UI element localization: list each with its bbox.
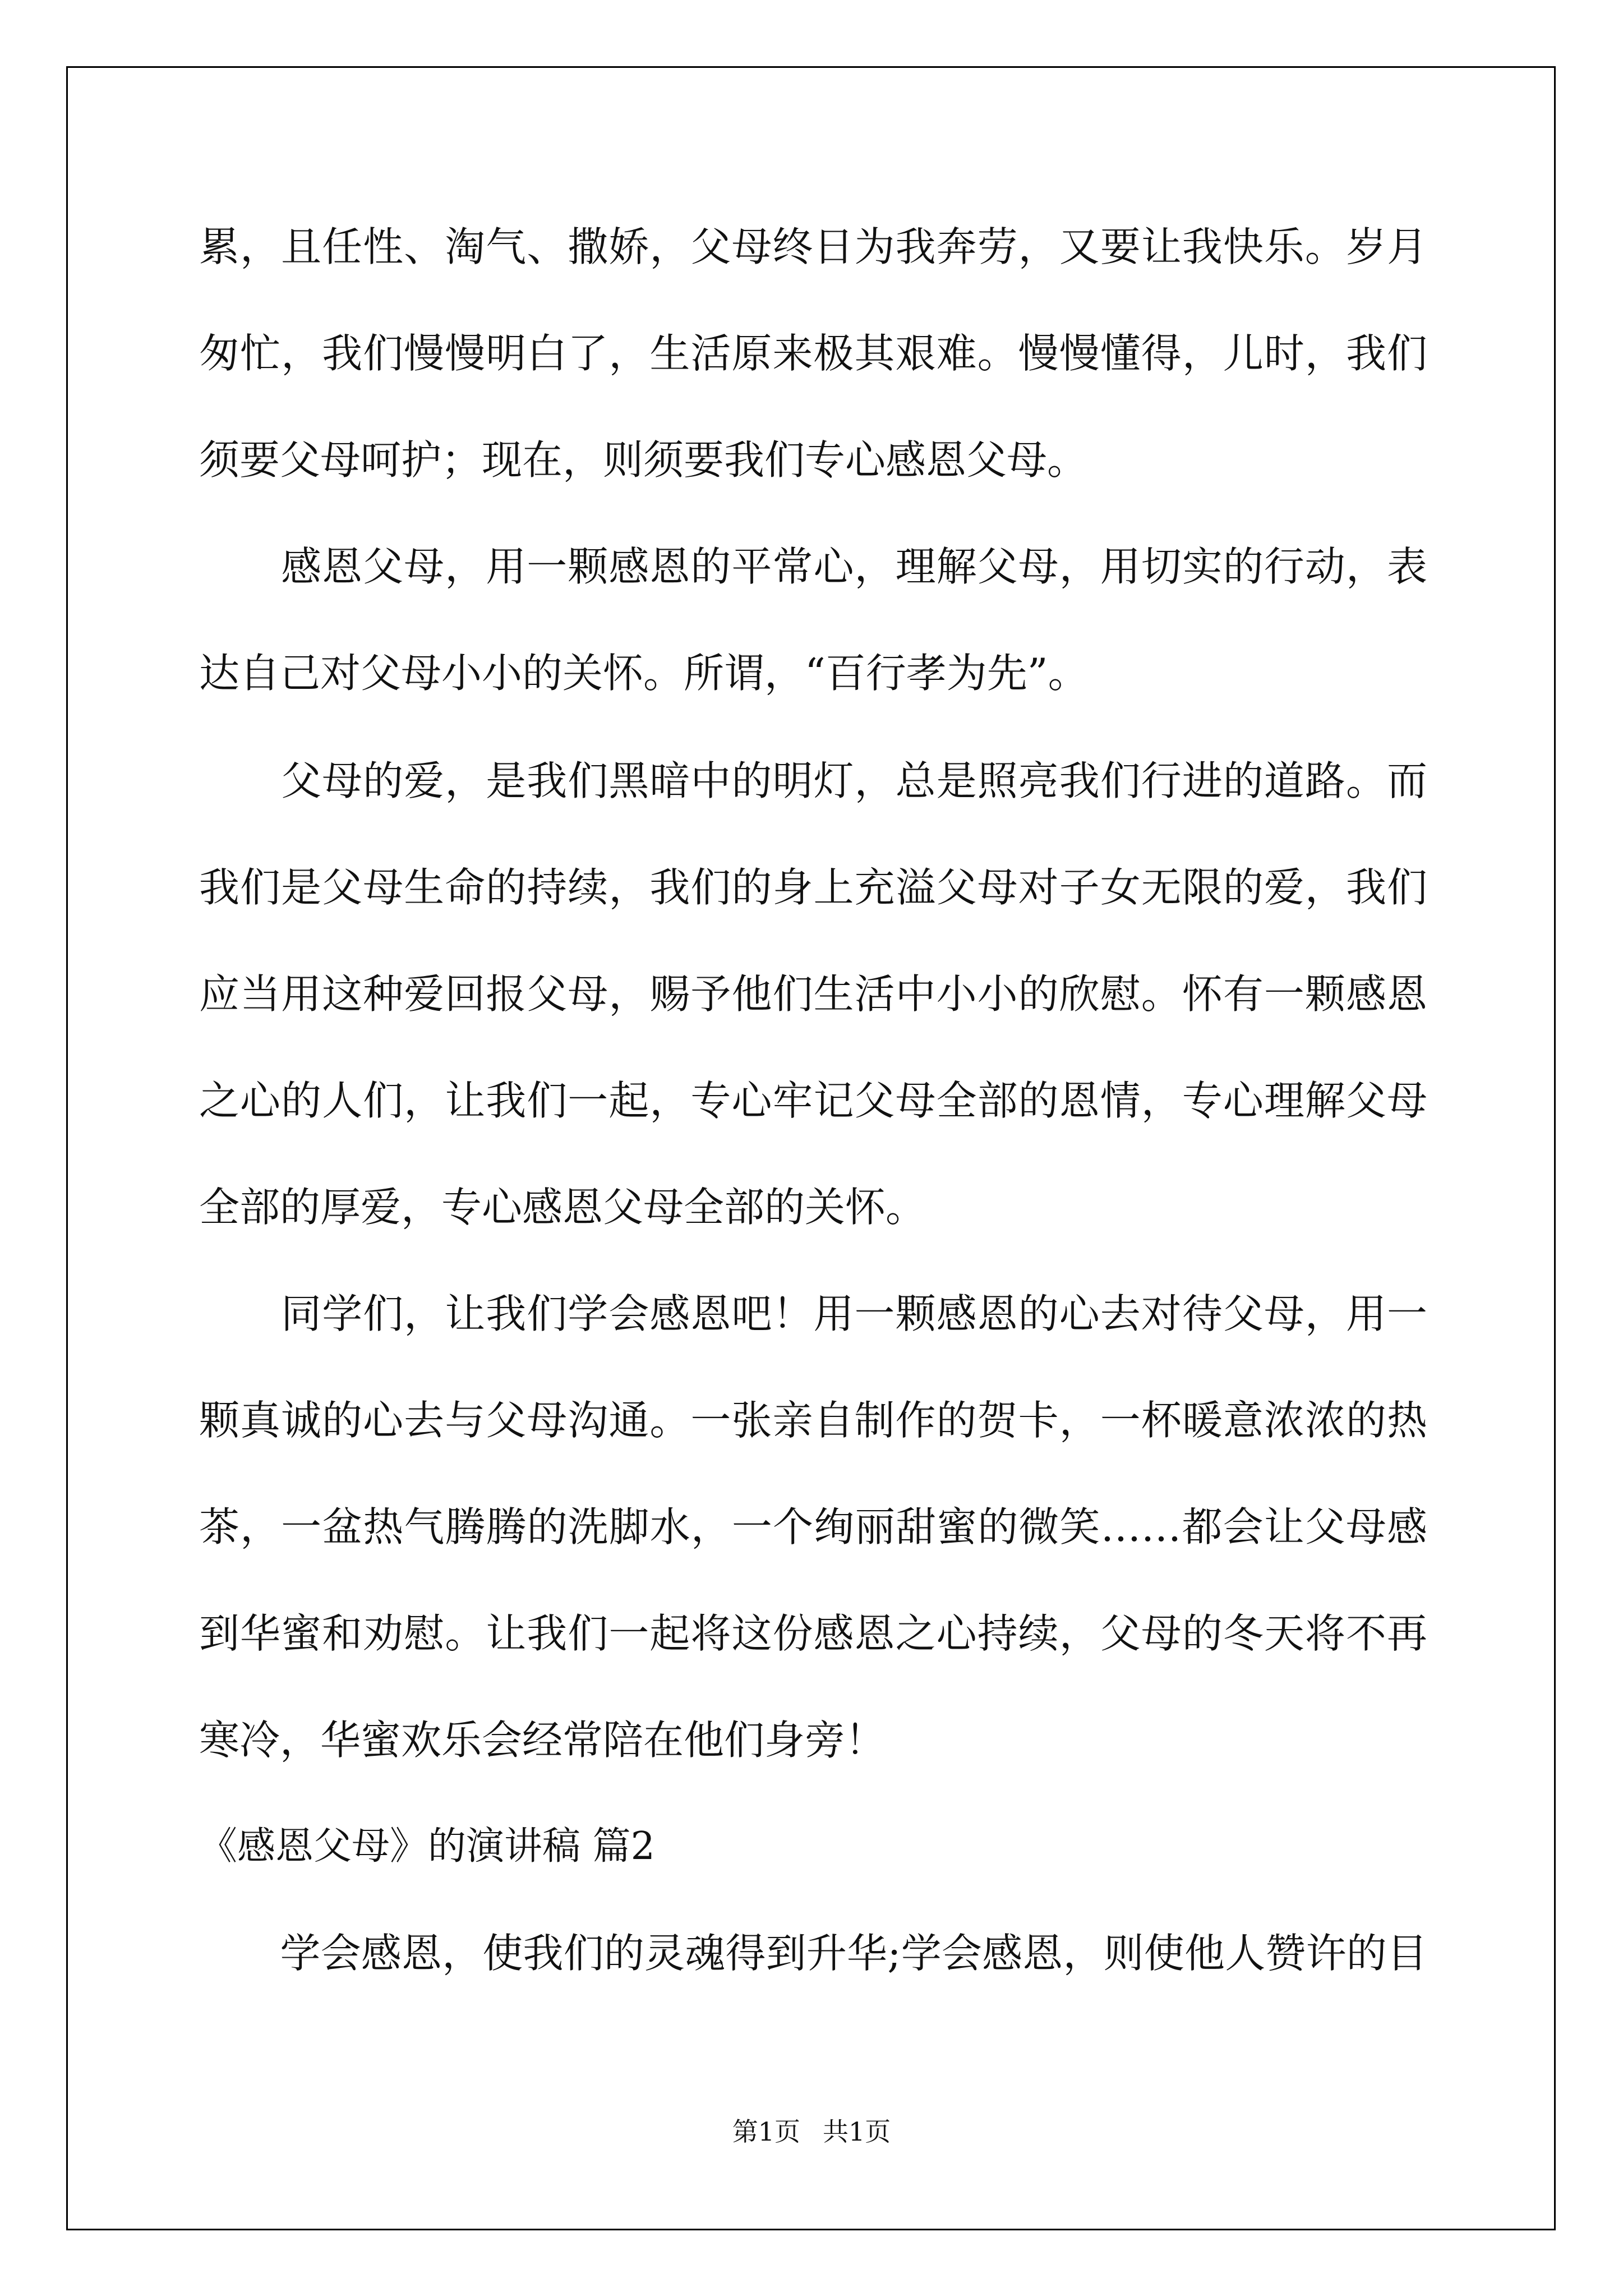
page-border: [66, 66, 1556, 2230]
body-line-8: 应当用这种爱回报父母，赐予他们生活中小小的欣慰。怀有一颗感恩: [199, 970, 1427, 1018]
section-heading: 《感恩父母》的演讲稿 篇2: [199, 1824, 655, 1869]
body-line-12: 颗真诚的心去与父母沟通。一张亲自制作的贺卡，一杯暖意浓浓的热: [199, 1397, 1427, 1444]
body-line-14: 到华蜜和劝慰。让我们一起将这份感恩之心持续，父母的冬天将不再: [199, 1610, 1427, 1657]
body-line-4: 感恩父母，用一颗感恩的平常心，理解父母，用切实的行动，表: [199, 543, 1427, 590]
body-line-7: 我们是父母生命的持续，我们的身上充溢父母对子女无限的爱，我们: [199, 864, 1427, 911]
body-line-17: 学会感恩，使我们的灵魂得到升华;学会感恩，则使他人赞许的目: [199, 1930, 1427, 1977]
body-line-6: 父母的爱，是我们黑暗中的明灯，总是照亮我们行进的道路。而: [199, 757, 1427, 804]
body-line-3: 须要父母呵护；现在，则须要我们专心感恩父母。: [199, 436, 1088, 484]
body-line-1: 累，且任性、淘气、撒娇，父母终日为我奔劳，又要让我快乐。岁月: [199, 223, 1427, 270]
body-line-13: 茶，一盆热气腾腾的洗脚水，一个绚丽甜蜜的微笑……都会让父母感: [199, 1503, 1427, 1550]
body-line-5: 达自己对父母小小的关怀。所谓，“百行孝为先”。: [199, 650, 1089, 697]
body-line-15: 寒冷，华蜜欢乐会经常陪在他们身旁！: [199, 1717, 886, 1764]
body-line-9: 之心的人们，让我们一起，专心牢记父母全部的恩情，专心理解父母: [199, 1077, 1427, 1124]
body-line-10: 全部的厚爱，专心感恩父母全部的关怀。: [199, 1184, 926, 1231]
page-number-current: 第1页: [732, 2116, 800, 2147]
body-line-2: 匆忙，我们慢慢明白了，生活原来极其艰难。慢慢懂得，儿时，我们: [199, 330, 1427, 377]
page-number-total: 共1页: [823, 2116, 891, 2147]
body-line-11: 同学们，让我们学会感恩吧！用一颗感恩的心去对待父母，用一: [199, 1290, 1427, 1337]
page-footer: [0, 2115, 1623, 2148]
